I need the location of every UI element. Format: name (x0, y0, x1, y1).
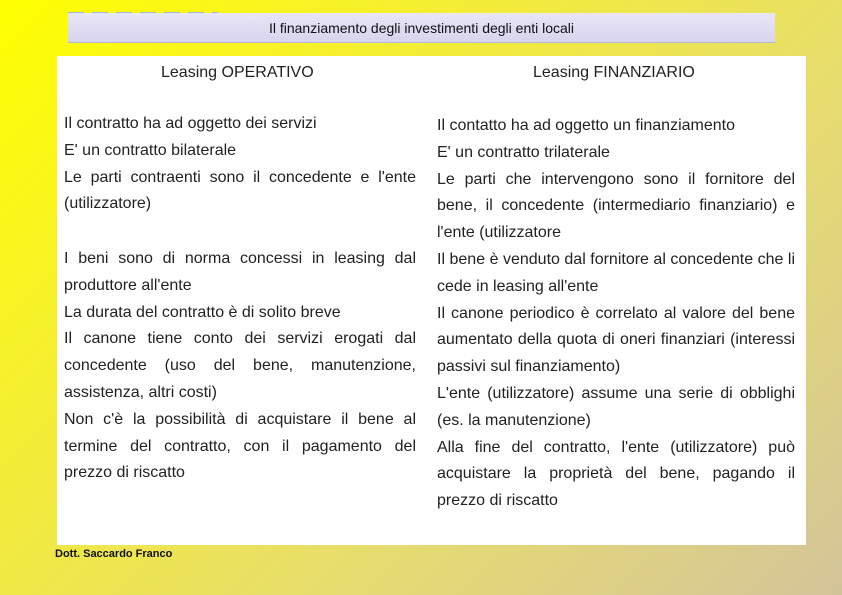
text-line: I beni sono di norma concessi in leasing dal produttore all'ente (64, 250, 416, 294)
title-bar (68, 13, 775, 43)
text-line: Il bene è venduto dal fornitore al concedente che li cede in leasing all'ente (437, 250, 795, 295)
text-line: Le parti che intervengono sono il fornitore del bene, il concedente (intermediario finanziario) e l'ente (utilizzatore (437, 170, 795, 242)
text-line: Il canone periodico è correlato al valore del bene aumentato della quota di oneri finanziari (interessi passivi sul finanziamento) (437, 304, 795, 376)
text-line: E' un contratto trilaterale (437, 143, 610, 161)
text-line: Le parti contraenti sono il concedente e l'ente (utilizzatore) (64, 168, 416, 213)
text-line: La durata del contratto è di solito breve (64, 303, 341, 321)
page-title: Il finanziamento degli investimenti degli enti locali (268, 19, 575, 36)
text-line: L'ente (utilizzatore) assume una serie di obblighi (es. la manutenzione) (437, 384, 795, 429)
text-line: E' un contratto bilaterale (64, 141, 237, 159)
author-footer: Dott. Saccardo Franco (55, 548, 173, 560)
leasing-operativo-block-1 (64, 111, 416, 218)
text-line: Non c'è la possibilità di acquistare il bene al termine del contratto, con il pagamento del prezzo di riscatto (64, 410, 416, 482)
leasing-operativo-block-2 (64, 246, 416, 487)
text-line: Il contratto ha ad oggetto dei servizi (64, 115, 317, 132)
leasing-finanziario-heading: Leasing FINANZIARIO (533, 64, 695, 81)
leasing-operativo-heading: Leasing OPERATIVO (161, 64, 314, 81)
text-line: Il contatto ha ad oggetto un finanziamento (437, 117, 735, 134)
text-line: Alla fine del contratto, l'ente (utilizzatore) può acquistare la proprietà del bene, pagando il prezzo di riscatto (437, 438, 795, 510)
content-panel (57, 56, 806, 545)
text-line: Il canone tiene conto dei servizi erogati dal concedente (uso del bene, manutenzione, assistenza, altri costi) (64, 330, 416, 401)
leasing-finanziario-block (437, 113, 795, 515)
